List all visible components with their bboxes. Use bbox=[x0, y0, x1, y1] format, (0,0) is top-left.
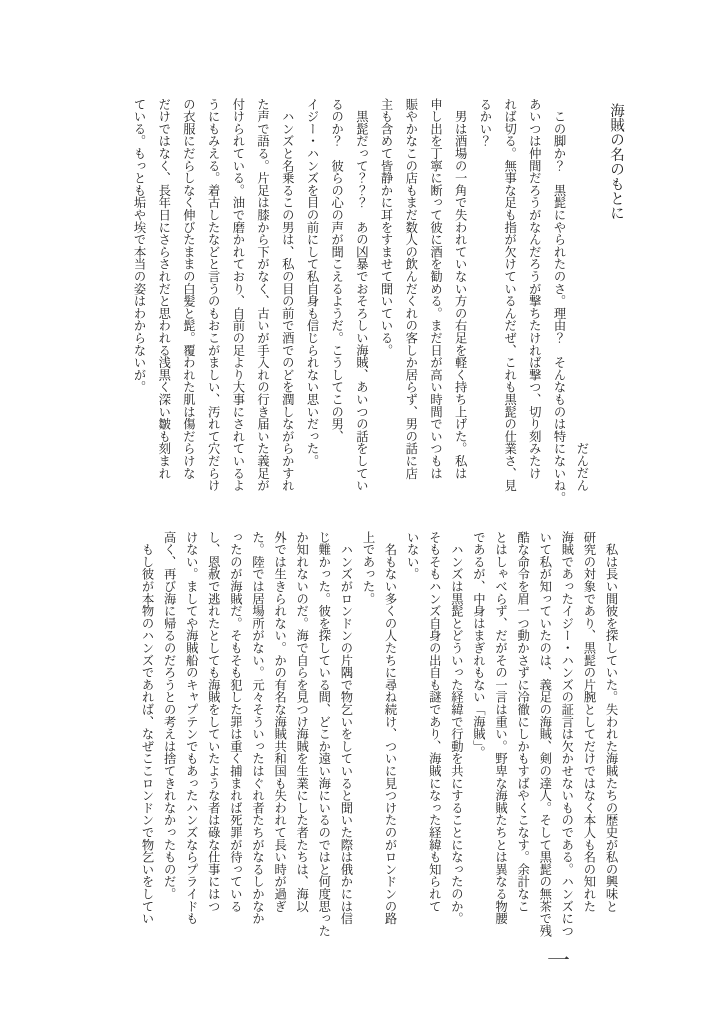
page-number: 一 bbox=[547, 947, 570, 973]
text-line: るのか？ 彼らの心の声が聞こえるようだ。こうしてこの男、 bbox=[329, 98, 344, 443]
text-line: 酷な命令を眉一つ動かさずに冷徹にしかもすばやくこなす。余計なこ bbox=[515, 531, 530, 913]
text-line: 申し出を丁寧に断って彼に酒を勧める。まだ日が高い時間でいつもは bbox=[428, 98, 443, 480]
author-name: だんだん bbox=[575, 442, 589, 492]
text-line: イジー・ハンズを目の前にして私自身も信じられない思いだった。 bbox=[304, 98, 319, 467]
text-line: ハンズは黒髭とどういった経緯で行動を共にすることになったのか。 bbox=[449, 531, 464, 925]
text-line: 主も含めて皆静かに耳をすませて聞いている。 bbox=[379, 98, 394, 357]
text-line: れば切る。無事な足も指が欠けているんだぜ、これも黒髭の仕業さ、見 bbox=[502, 98, 517, 492]
text-line: 男は酒場の一角で失われていない方の右足を軽く持ち上げた。私は bbox=[453, 98, 468, 480]
text-line: だけではなく、長年日にさらされだと思われる浅黒く深い皺も刻まれ bbox=[156, 98, 171, 480]
text-block-top bbox=[126, 98, 571, 504]
text-line: ハンズと名乗るこの男は、私の目の前で酒でのどを潤しながらかすれ bbox=[280, 98, 295, 492]
text-line: そもそもハンズ自身の出自も謎であり、海賊になった経緯も知られて bbox=[427, 531, 442, 913]
text-line: 黒髭だって？？？ あの凶暴でおそろしい海賊、あいつの話をしてい bbox=[354, 98, 369, 492]
text-line: 賑やかなこの店もまだ数人の飲んだくれの客しか居らず、男の話に店 bbox=[403, 98, 418, 480]
text-line: 上であった。 bbox=[360, 531, 375, 605]
text-line: るかい？ bbox=[477, 98, 492, 148]
text-line: 名もない多くの人たちに尋ね続け、ついに見つけたのがロンドンの路 bbox=[383, 531, 398, 925]
text-line: とはしゃべらず、だがその一言は重い。野卑な海賊たちとは異なる物腰 bbox=[493, 531, 508, 925]
text-line: 研究の対象であり、黒髭の片腕としてだけではなく本人も名の知れた bbox=[581, 531, 596, 913]
text-line: いない。 bbox=[405, 531, 420, 581]
text-line: ったのが海賊だ。そもそも犯した罪は重く捕まれば死罪が待っている bbox=[228, 531, 243, 913]
page-title: 海賊の名のもとに bbox=[608, 103, 624, 221]
text-line: た。陸では居場所がない。元々そういったはぐれ者たちがなるしかなか bbox=[250, 531, 265, 925]
text-line: ている。もっとも垢や埃で本当の姿はわからないが。 bbox=[132, 98, 147, 394]
text-line: いて私が知っていたのは、義足の海賊、剣の達人。そして黒髭の無茶で残 bbox=[537, 531, 552, 937]
text-line: もし彼が本物のハンズであれば、なぜここロンドンで物乞いをしてい bbox=[140, 531, 155, 925]
text-line: 高く、再び海に帰るのだろうとの考えは捨てきれなかったものだ。 bbox=[162, 531, 177, 900]
text-block-bottom bbox=[136, 531, 622, 937]
text-line: た声で語る。片足は膝から下がなく、古いが手入れの行き届いた義足が bbox=[255, 98, 270, 492]
text-line: であるが、中身はまぎれもない「海賊」。 bbox=[471, 531, 486, 759]
text-line: し、恩赦で逃れたとしても海賊をしていたような者は碌な仕事にはつ bbox=[206, 531, 221, 913]
text-line: 付けられている。油で磨かれており、自前の足より大事にされているよ bbox=[230, 98, 245, 492]
text-line: の衣服にだらしなく伸びたままの白髪と髭。覆われた肌は傷だらけな bbox=[181, 98, 196, 480]
text-line: あいつは仲間だろうがなんだろうが撃ちたければ撃つ、切り刻みたけ bbox=[527, 98, 542, 480]
text-line: じ難かった。彼を探している間、どこか遠い海にいるのではと何度思った bbox=[316, 531, 331, 937]
text-line: 私は長い間彼を探していた。失われた海賊たちの歴史が私の興味と bbox=[604, 531, 618, 913]
text-line: けない。ましてや海賊船のキャプテンでもあったハンズならプライドも bbox=[184, 531, 199, 925]
text-line: 外では生きられない。かの有名な海賊共和国も失われて長い時が過ぎ bbox=[272, 531, 287, 913]
text-line: か知れないのだ。海で自らを見つけ海賊を生業にした者たちは、海以 bbox=[294, 531, 309, 913]
text-line: ハンズがロンドンの片隅で物乞いをしていると聞いた際は俄かには信 bbox=[338, 531, 353, 925]
text-line: この脚か？ 黒髭にやられたのさ。理由？ そんなものは特にないね。 bbox=[552, 98, 566, 504]
text-line: 海賊であったイジー・ハンズの証言は欠かせないものである。ハンズにつ bbox=[559, 531, 574, 937]
text-line: うにもみえる。着古したなどと言うのもおこがましい、汚れて穴だらけ bbox=[206, 98, 221, 492]
